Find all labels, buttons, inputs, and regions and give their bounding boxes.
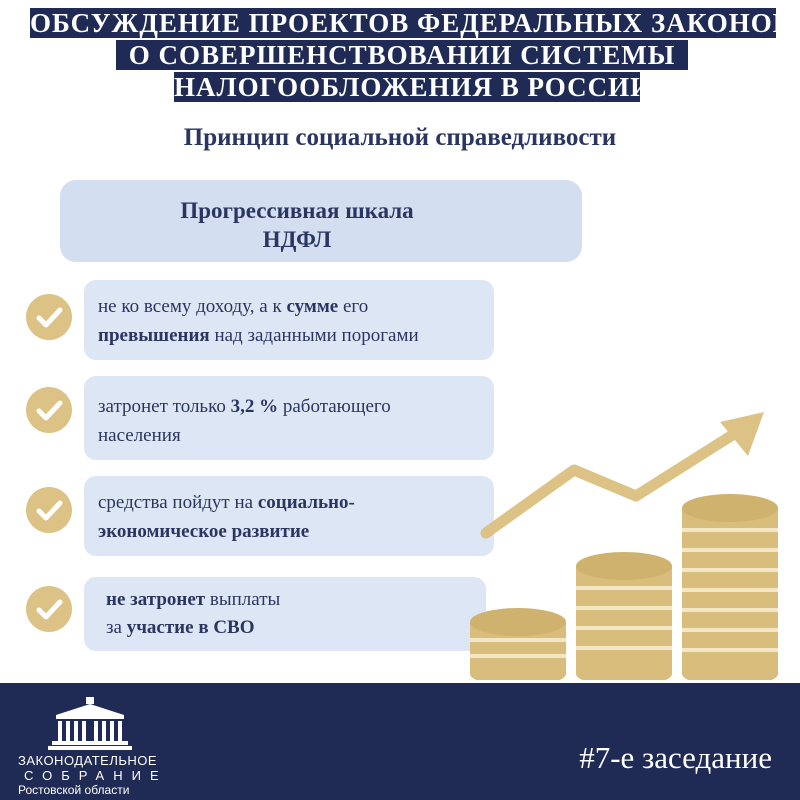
item-line-2: экономическое развитие xyxy=(98,521,310,542)
header-line-1: Прогрессивная шкала xyxy=(180,198,414,223)
org-name-line-2: СОБРАНИЕ xyxy=(24,768,168,783)
growth-coins-graphic xyxy=(464,400,800,680)
org-name-line-1: ЗАКОНОДАТЕЛЬНОЕ xyxy=(18,753,158,768)
ndfl-header-box xyxy=(60,180,582,262)
title-line-3: НАЛОГООБЛОЖЕНИЯ В РОССИИ xyxy=(174,72,653,102)
parliament-building-icon xyxy=(48,695,132,751)
subtitle: Принцип социальной справедливости xyxy=(183,124,617,151)
title-line-2: О СОВЕРШЕНСТВОВАНИИ СИСТЕМЫ xyxy=(116,40,688,70)
item-line-1: не ко всему доходу, а к сумме его xyxy=(98,296,369,317)
org-name-line-3: Ростовской области xyxy=(18,783,130,797)
item-line-1: затронет только 3,2 % работающего xyxy=(98,396,391,417)
session-hashtag: #7-е заседание xyxy=(579,740,772,775)
item-line-2: превышения над заданными порогами xyxy=(98,325,419,346)
item-line-2: населения xyxy=(98,425,181,446)
item-line-2: за участие в СВО xyxy=(106,617,255,638)
list-item xyxy=(84,577,486,651)
list-item xyxy=(84,476,494,556)
title-line-1: ОБСУЖДЕНИЕ ПРОЕКТОВ ФЕДЕРАЛЬНЫХ ЗАКОНОВ xyxy=(30,8,792,38)
list-item xyxy=(84,376,494,460)
check-circle-icon xyxy=(26,487,72,533)
check-circle-icon xyxy=(26,387,72,433)
list-item xyxy=(84,280,494,360)
check-circle-icon xyxy=(26,294,72,340)
item-line-1: средства пойдут на социально- xyxy=(98,492,355,513)
header-line-2: НДФЛ xyxy=(262,227,332,252)
coin-stacks-icon xyxy=(470,494,778,680)
item-line-1: не затронет выплаты xyxy=(106,589,281,610)
check-circle-icon xyxy=(26,586,72,632)
